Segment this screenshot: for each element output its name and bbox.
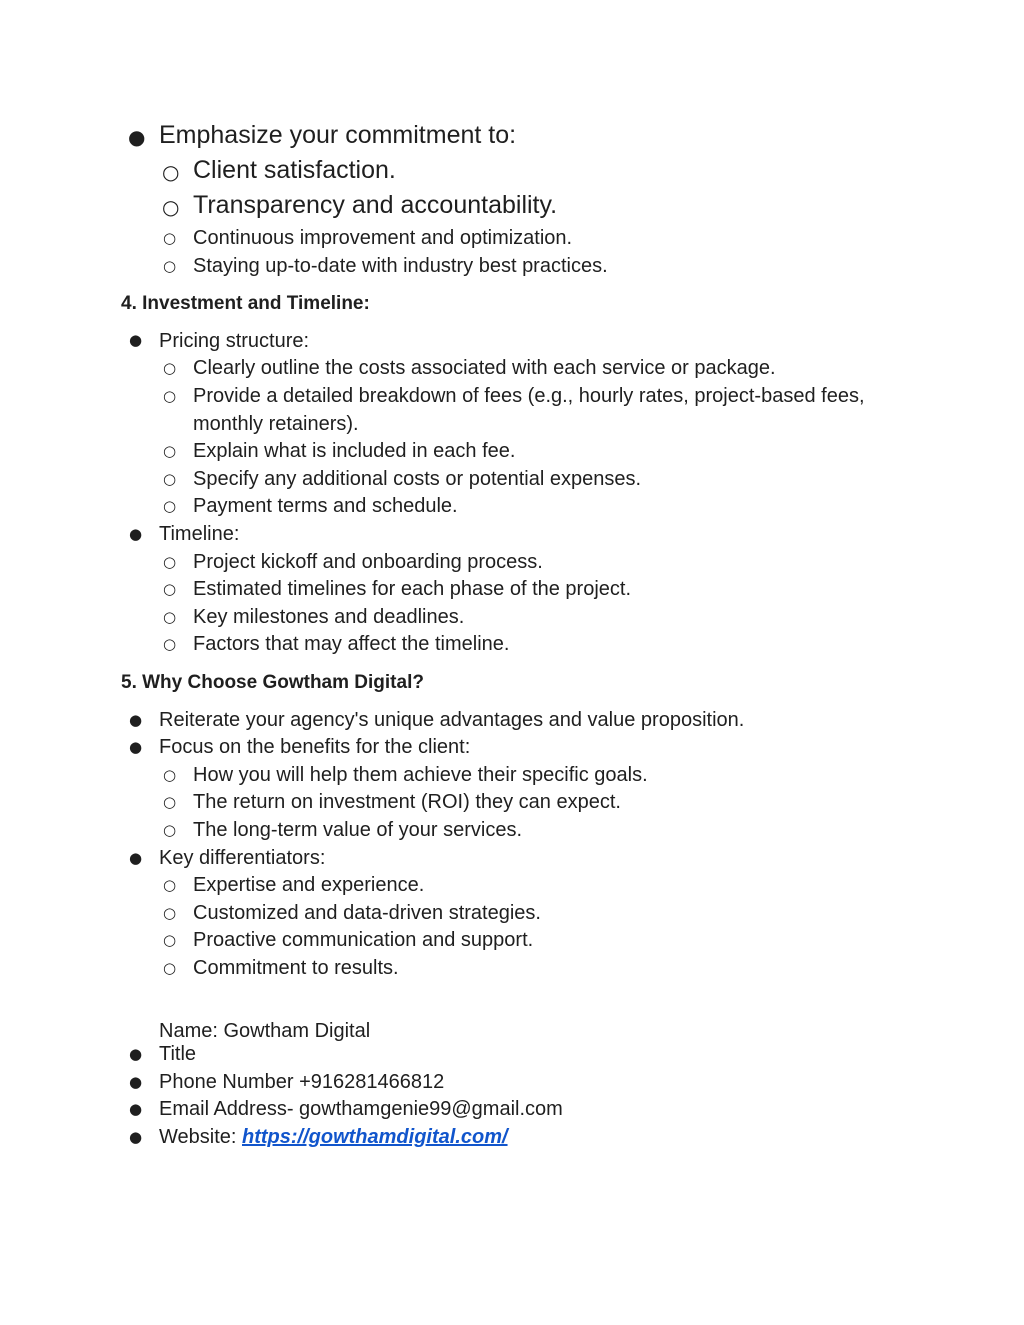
commitment-sub-item: Transparency and accountability. [193,191,558,219]
pricing-sub-item: Payment terms and schedule. [193,495,458,517]
differentiators-sub-item: Customized and data-driven strategies. [193,902,541,924]
section-5-heading: 5. Why Choose Gowtham Digital? [121,672,424,693]
hollow-bullet-icon: ○ [163,931,177,949]
filled-bullet-icon: ● [129,849,143,867]
benefits-sub-item: How you will help them achieve their specific goals. [193,764,648,786]
differentiators-sub-item: Expertise and experience. [193,874,425,896]
advantages-item: Reiterate your agency's unique advantages and value proposition. [159,709,745,731]
pricing-sub-item: Explain what is included in each fee. [193,440,516,462]
hollow-bullet-icon: ○ [163,470,177,488]
commitment-sub-item: Continuous improvement and optimization. [193,227,573,249]
hollow-bullet-icon: ○ [163,635,177,653]
section-4-heading: 4. Investment and Timeline: [121,293,370,314]
timeline-sub-item: Project kickoff and onboarding process. [193,551,543,573]
contact-website [159,1127,508,1147]
benefits-sub-item: The long-term value of your services. [193,819,523,841]
contact-name: Name: Gowtham Digital [159,1020,371,1042]
pricing-item: Pricing structure: [159,330,310,352]
benefits-item: Focus on the benefits for the client: [159,736,471,758]
website-link[interactable]: https://gowthamdigital.com/ [242,1126,508,1148]
hollow-bullet-icon: ○ [163,959,177,977]
timeline-sub-item: Factors that may affect the timeline. [193,633,510,655]
filled-bullet-icon: ● [129,331,143,349]
hollow-bullet-icon: ○ [163,229,177,247]
differentiators-item: Key differentiators: [159,847,326,869]
hollow-bullet-icon: ○ [162,160,180,184]
differentiators-sub-item: Commitment to results. [193,957,399,979]
contact-title: Title [159,1043,197,1065]
contact-phone: Phone Number +916281466812 [159,1071,445,1093]
hollow-bullet-icon: ○ [163,904,177,922]
pricing-sub-item: Provide a detailed breakdown of fees (e.g., hourly rates, project-based fees, [193,385,865,407]
filled-bullet-icon: ● [129,1073,143,1091]
timeline-sub-item: Estimated timelines for each phase of the project. [193,578,632,600]
benefits-sub-item: The return on investment (ROI) they can expect. [193,791,621,813]
hollow-bullet-icon: ○ [163,497,177,515]
contact-email: Email Address- gowthamgenie99@gmail.com [159,1098,563,1120]
hollow-bullet-icon: ○ [163,793,177,811]
timeline-item: Timeline: [159,523,240,545]
differentiators-sub-item: Proactive communication and support. [193,929,534,951]
hollow-bullet-icon: ○ [163,876,177,894]
filled-bullet-icon: ● [129,1100,143,1118]
filled-bullet-icon: ● [129,711,143,729]
hollow-bullet-icon: ○ [162,195,180,219]
hollow-bullet-icon: ○ [163,359,177,377]
commitment-sub-item: Client satisfaction. [193,156,396,184]
filled-bullet-icon: ● [129,525,143,543]
hollow-bullet-icon: ○ [163,608,177,626]
filled-bullet-icon: ● [129,1128,143,1146]
hollow-bullet-icon: ○ [163,442,177,460]
hollow-bullet-icon: ○ [163,766,177,784]
filled-bullet-icon: ● [128,125,146,149]
pricing-sub-item: Specify any additional costs or potential expenses. [193,468,642,490]
hollow-bullet-icon: ○ [163,553,177,571]
pricing-sub-item: Clearly outline the costs associated with each service or package. [193,357,776,379]
hollow-bullet-icon: ○ [163,580,177,598]
commitment-item: Emphasize your commitment to: [159,121,517,149]
website-label: Website: [159,1126,242,1148]
hollow-bullet-icon: ○ [163,387,177,405]
filled-bullet-icon: ● [129,738,143,756]
timeline-sub-item: Key milestones and deadlines. [193,606,465,628]
hollow-bullet-icon: ○ [163,257,177,275]
pricing-sub-item-continuation: monthly retainers). [193,413,359,435]
commitment-sub-item: Staying up-to-date with industry best practices. [193,255,608,277]
filled-bullet-icon: ● [129,1045,143,1063]
hollow-bullet-icon: ○ [163,821,177,839]
